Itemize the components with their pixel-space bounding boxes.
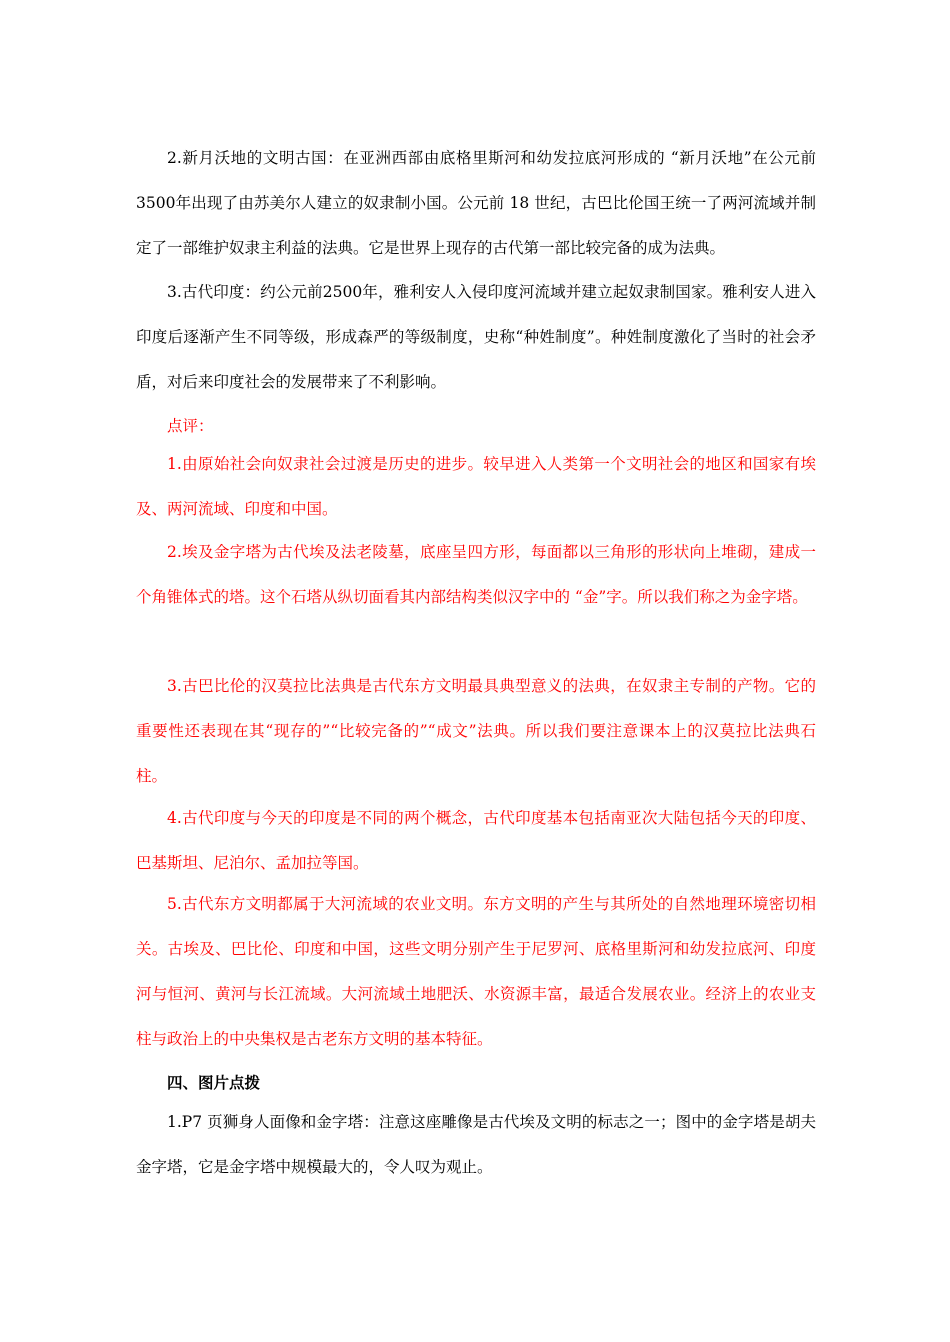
- paragraph-ancient-india: 3.古代印度：约公元前2500年，雅利安人入侵印度河流域并建立起奴隶制国家。雅利安人进入印度后逐渐产生不同等级，形成森严的等级制度，史称“种姓制度”。种姓制度激化了当时的社会矛盾，对后来印度社会的发展带来了不利影响。: [136, 283, 816, 391]
- comment-item-1: 1.由原始社会向奴隶社会过渡是历史的进步。较早进入人类第一个文明社会的地区和国家有埃及、两河流域、印度和中国。: [136, 455, 816, 518]
- section-item-1: 1.P7 页狮身人面像和金字塔：注意这座雕像是古代埃及文明的标志之一；图中的金字塔是胡夫金字塔，它是金字塔中规模最大的，令人叹为观止。: [136, 1113, 816, 1176]
- comment-item-5: 5.古代东方文明都属于大河流域的农业文明。东方文明的产生与其所处的自然地理环境密切相关。古埃及、巴比伦、印度和中国，这些文明分别产生于尼罗河、底格里斯河和幼发拉底河、印度河与恒河、黄河与长江流域。大河流域土地肥沃、水资源丰富，最适合发展农业。经济上的农业支柱与政治上的中央集权是古老东方文明的基本特征。: [136, 895, 816, 1048]
- comment-item-2: 2.埃及金字塔为古代埃及法老陵墓，底座呈四方形，每面都以三角形的形状向上堆砌，建成一个角锥体式的塔。这个石塔从纵切面看其内部结构类似汉字中的 “金”字。所以我们称之为金字塔。: [136, 543, 816, 606]
- comment-item-4: 4.古代印度与今天的印度是不同的两个概念，古代印度基本包括南亚次大陆包括今天的印度、巴基斯坦、尼泊尔、孟加拉等国。: [136, 809, 816, 872]
- paragraph-fertile-crescent: 2.新月沃地的文明古国：在亚洲西部由底格里斯河和幼发拉底河形成的 “新月沃地”在公元前3500年出现了由苏美尔人建立的奴隶制小国。公元前 18 世纪，古巴比伦国王统一了两河流域并制定了一部维护奴隶主利益的法典。它是世界上现存的古代第一部比较完备的成为法典。: [136, 149, 816, 257]
- comment-item-3: 3.古巴比伦的汉莫拉比法典是古代东方文明最具典型意义的法典，在奴隶主专制的产物。它的重要性还表现在其“现存的”“比较完备的”“成文”法典。所以我们要注意课本上的汉莫拉比法典石柱。: [136, 677, 816, 785]
- section-heading: 四、图片点拨: [167, 1073, 261, 1092]
- comment-label: 点评：: [167, 417, 214, 435]
